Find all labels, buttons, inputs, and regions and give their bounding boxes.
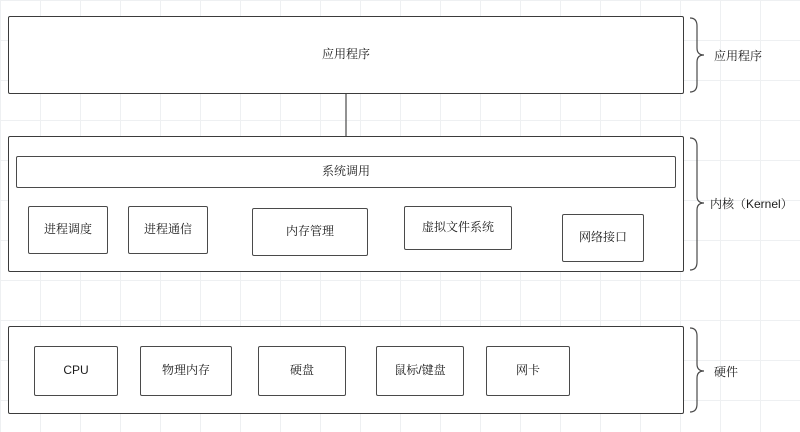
kernel-module-network-interface [562,214,644,262]
kernel-brace [690,138,704,270]
kernel-module-label: 网络接口 [578,230,627,245]
hardware-component-mouse-keyboard [376,346,464,396]
kernel-module-label: 虚拟文件系统 [421,220,494,235]
kernel-module-label: 内存管理 [285,224,334,239]
hardware-component-label: 鼠标/键盘 [394,363,446,378]
hardware-component-label: CPU [63,363,89,378]
kernel-module-process-communication [128,206,208,254]
application-brace [690,18,704,92]
kernel-module-memory-management [252,208,368,256]
hardware-component-network-card [486,346,570,396]
hardware-component-disk [258,346,346,396]
application-layer-box [8,16,684,94]
kernel-side-label: 内核（Kernel） [710,196,793,211]
hardware-component-cpu [34,346,118,396]
syscall-box [16,156,676,188]
hardware-component-label: 网卡 [515,363,540,378]
kernel-module-virtual-file-system [404,206,512,250]
hardware-component-physical-memory [140,346,232,396]
kernel-module-label: 进程调度 [43,222,92,237]
hardware-side-label: 硬件 [714,364,739,379]
hardware-component-label: 硬盘 [289,363,314,378]
application-layer-label: 应用程序 [321,47,370,62]
kernel-module-label: 进程通信 [143,222,192,237]
syscall-label: 系统调用 [321,164,370,179]
hardware-component-label: 物理内存 [161,363,210,378]
kernel-module-process-scheduling [28,206,108,254]
application-side-label: 应用程序 [714,48,763,63]
hardware-brace [690,328,704,412]
